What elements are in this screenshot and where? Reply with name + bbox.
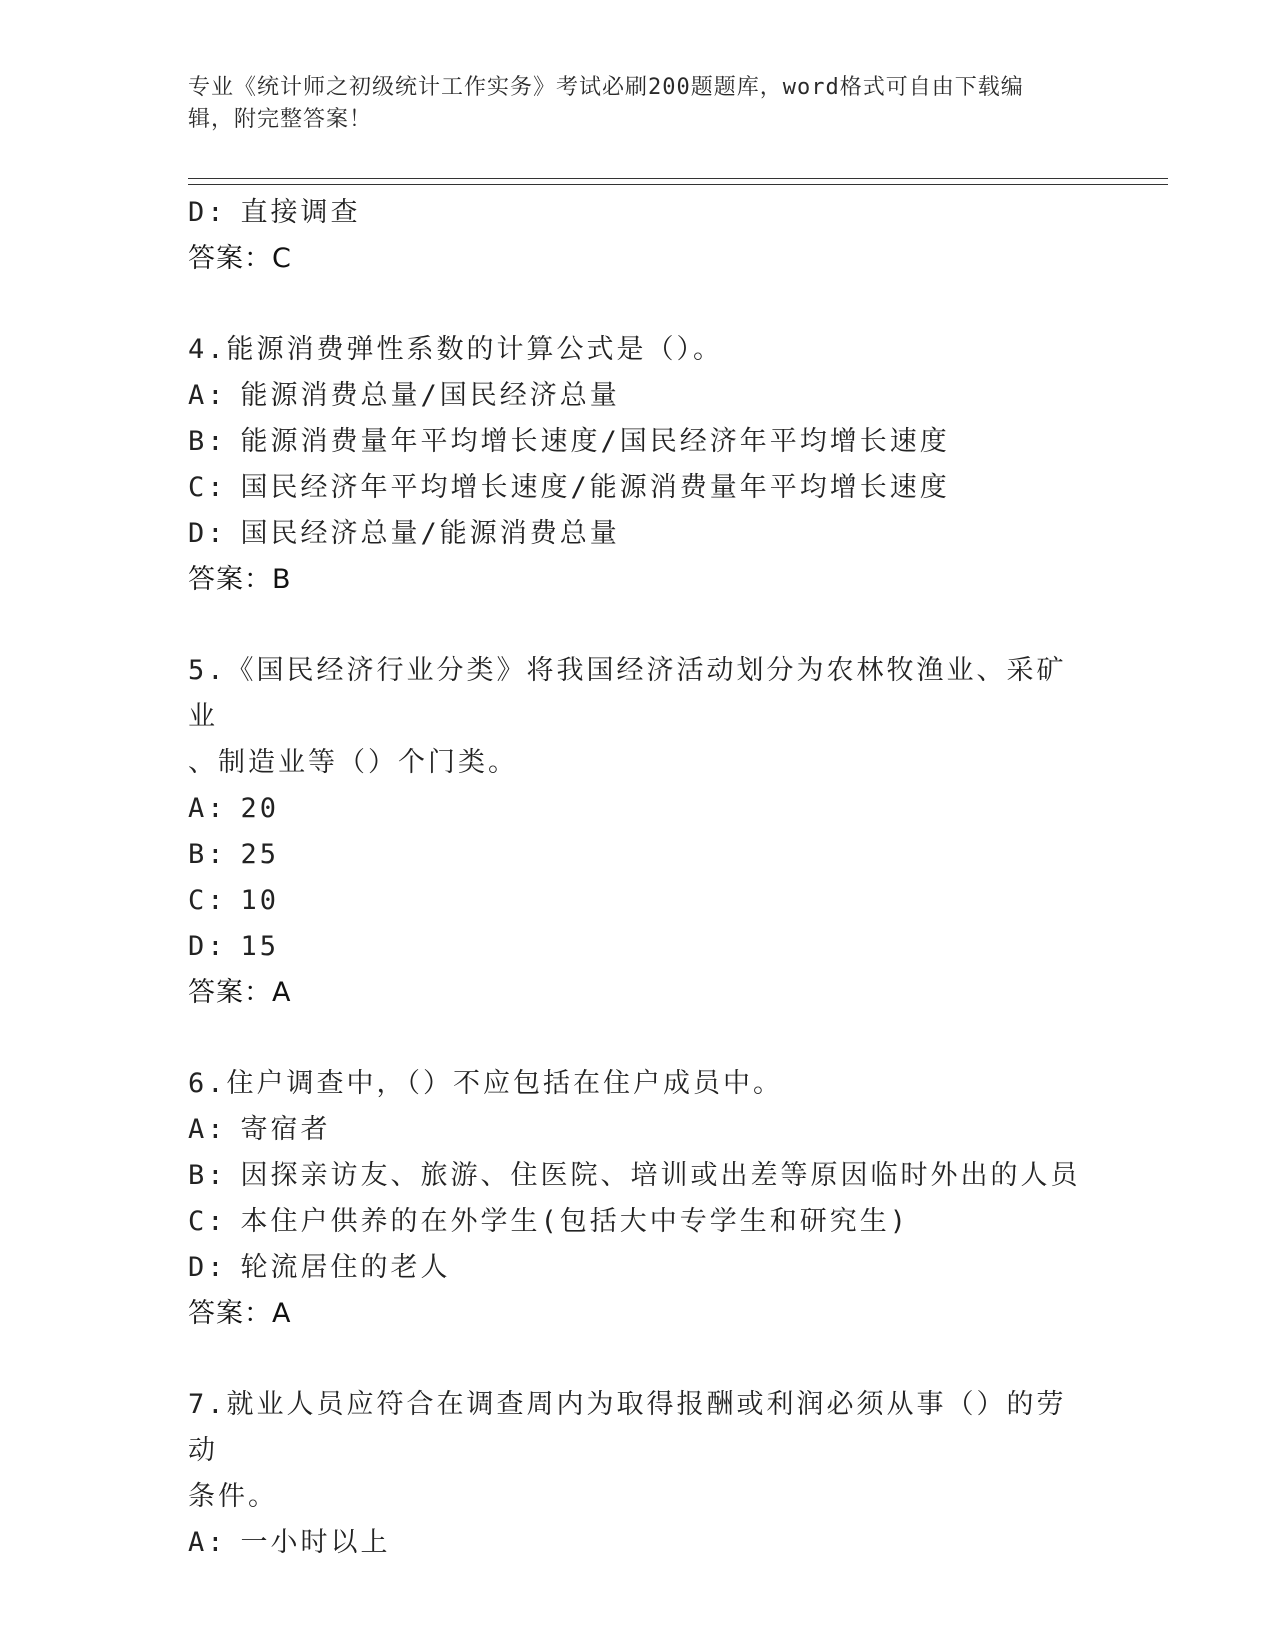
option-d <box>188 511 1088 557</box>
option-a <box>188 786 1088 832</box>
answer-line: 答案：A <box>188 977 292 1008</box>
continued-question <box>188 190 1088 282</box>
option-text: 轮流居住的老人 <box>240 1252 451 1283</box>
option-label: D: <box>188 518 227 549</box>
option-text: 15 <box>240 931 280 962</box>
option-d <box>188 190 1088 236</box>
option-label: A: <box>188 380 227 411</box>
option-c <box>188 465 1088 511</box>
option-label: B: <box>188 1160 227 1191</box>
option-a <box>188 373 1088 419</box>
option-b <box>188 419 1088 465</box>
option-text: 因探亲访友、旅游、住医院、培训或出差等原因临时外出的人员 <box>240 1160 1081 1191</box>
option-label: A: <box>188 1114 227 1145</box>
option-text: 能源消费量年平均增长速度/国民经济年平均增长速度 <box>240 426 950 457</box>
question-stem-line: 6.住户调查中，（）不应包括在住户成员中。 <box>188 1068 784 1099</box>
option-text: 国民经济总量/能源消费总量 <box>240 518 620 549</box>
option-text: 10 <box>240 885 280 916</box>
question-stem-line: 4.能源消费弹性系数的计算公式是（）。 <box>188 334 724 365</box>
question-5 <box>188 648 1088 1016</box>
option-text: 寄宿者 <box>240 1114 331 1145</box>
header-divider-top <box>188 178 1168 179</box>
option-label: D: <box>188 197 227 228</box>
option-label: B: <box>188 426 227 457</box>
question-6 <box>188 1061 1088 1337</box>
header-text: 专业《统计师之初级统计工作实务》考试必刷200题题库，word格式可自由下载编辑，附完整答案！ <box>188 75 1024 132</box>
answer-line: 答案：A <box>188 1298 292 1329</box>
question-7 <box>188 1382 1088 1566</box>
option-b <box>188 1153 1088 1199</box>
option-d <box>188 1245 1088 1291</box>
option-label: D: <box>188 931 227 962</box>
question-stem-line: 7.就业人员应符合在调查周内为取得报酬或利润必须从事（）的劳动 <box>188 1389 1067 1466</box>
question-stem-line: 5.《国民经济行业分类》将我国经济活动划分为农林牧渔业、采矿业 <box>188 655 1067 732</box>
option-text: 国民经济年平均增长速度/能源消费量年平均增长速度 <box>240 472 950 503</box>
option-text: 能源消费总量/国民经济总量 <box>240 380 620 411</box>
header-divider-bottom <box>188 184 1168 185</box>
option-c <box>188 1199 1088 1245</box>
option-text: 25 <box>240 839 280 870</box>
option-label: B: <box>188 839 227 870</box>
option-c <box>188 878 1088 924</box>
option-a <box>188 1520 1088 1566</box>
answer-line: 答案：C <box>188 243 292 274</box>
option-text: 20 <box>240 793 280 824</box>
option-label: A: <box>188 1527 227 1558</box>
option-text: 本住户供养的在外学生(包括大中专学生和研究生) <box>240 1206 910 1237</box>
question-stem-line: 、制造业等（）个门类。 <box>188 747 518 778</box>
option-label: C: <box>188 1206 227 1237</box>
answer-line: 答案：B <box>188 564 292 595</box>
option-a <box>188 1107 1088 1153</box>
option-b <box>188 832 1088 878</box>
option-label: D: <box>188 1252 227 1283</box>
option-label: A: <box>188 793 227 824</box>
question-stem-line: 条件。 <box>188 1481 278 1512</box>
option-label: C: <box>188 472 227 503</box>
option-d <box>188 924 1088 970</box>
question-content <box>188 190 1088 1566</box>
document-header <box>188 72 1068 136</box>
question-4 <box>188 327 1088 603</box>
option-text: 一小时以上 <box>240 1527 391 1558</box>
option-text: 直接调查 <box>240 197 361 228</box>
option-label: C: <box>188 885 227 916</box>
